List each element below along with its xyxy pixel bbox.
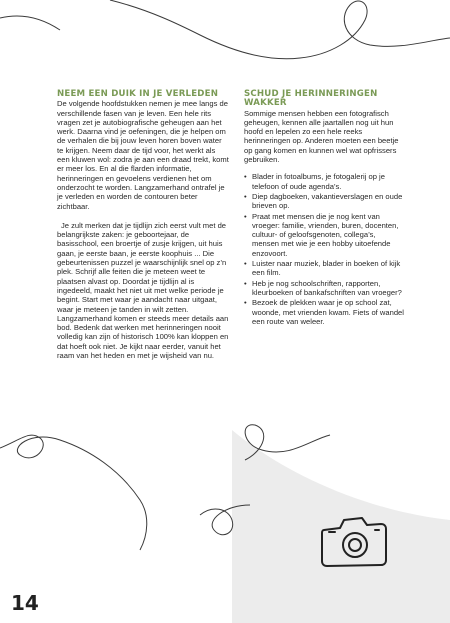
camera-icon <box>318 512 390 570</box>
page-number: 14 <box>11 591 39 615</box>
right-column <box>244 90 404 327</box>
paragraph-intro: De volgende hoofdstukken nemen je mee langs de verschillende fasen van je leven. Een hele rits vragen zet je autobiografische geheugen aan het werk. Daarna vind je oefeningen, die je helpen om de verhalen die bij jouw leven horen boven water te krijgen. Neem daar de tijd voor, het werkt als een kluwen wol: zodra je aan een draad trekt, komt er meer los. En al die flarden informatie, herinneringen en gevoelens verdienen het om onderzocht te worden. Langzamerhand ontrafel je je verleden en worden de contouren beter zichtbaar. <box>57 99 229 211</box>
list-item: • Bezoek de plekken waar je op school zat, woonde, met vrienden kwam. Fiets of wandel een route van weleer. <box>244 298 404 326</box>
list-item: • Diep dagboeken, vakantieverslagen en oude brieven op. <box>244 192 404 211</box>
left-column <box>57 90 230 360</box>
list-item: • Luister naar muziek, blader in boeken of kijk een film. <box>244 259 404 278</box>
section-heading-past: NEEM EEN DUIK IN JE VERLEDEN <box>57 89 219 99</box>
list-item: • Praat met mensen die je nog kent van vroeger: familie, vrienden, buren, docenten, cultuur- of geloofsgenoten, collega’s, mensen met wie je een hobby uitoefende enzovoort. <box>244 212 404 258</box>
paragraph-memory-intro: Sommige mensen hebben een fotografisch geheugen, kennen alle jaartallen nog uit hun hoofd en lepelen zo een hele reeks herinneringen op. Anderen moeten een beetje op gang komen en kunnen wel wat opfrissers gebruiken. <box>244 108 399 165</box>
list-item: • Heb je nog schoolschriften, rapporten, kleurboeken of bankafschriften van vroeger? <box>244 279 404 298</box>
section-heading-memories: SCHUD JE HERINNERINGEN WAKKER <box>244 89 378 109</box>
tips-list <box>244 172 404 326</box>
paragraph-timeline: Je zult merken dat je tijdlijn zich eerst vult met de belangrijkste zaken: je geboortejaar, de basisschool, een broertje of zusje krijgen, uit huis gaan, je eerste baan, je eerste koophuis ... Die gebeurtenissen puzzel je waarschijnlijk snel op z’n plek. Schrijf alle feiten die je meteen weet te plaatsen alvast op. Doordat je tijdlijn al is ingedeeld, maakt het niet uit met welke periode je begint. Start met waar je aandacht naar uitgaat, waar je meteen je tanden in wilt zetten. Langzamerhand komen er steeds meer details aan bod. Bedenk dat werken met herinneringen nooit volledig kan zijn of historisch 100% kan kloppen en dat hoeft ook niet. Je kijkt naar eerder, vanuit het raam van het heden en met je wijsheid van nu. <box>57 220 229 361</box>
list-item: • Blader in fotoalbums, je fotogalerij op je telefoon of oude agenda’s. <box>244 172 404 191</box>
